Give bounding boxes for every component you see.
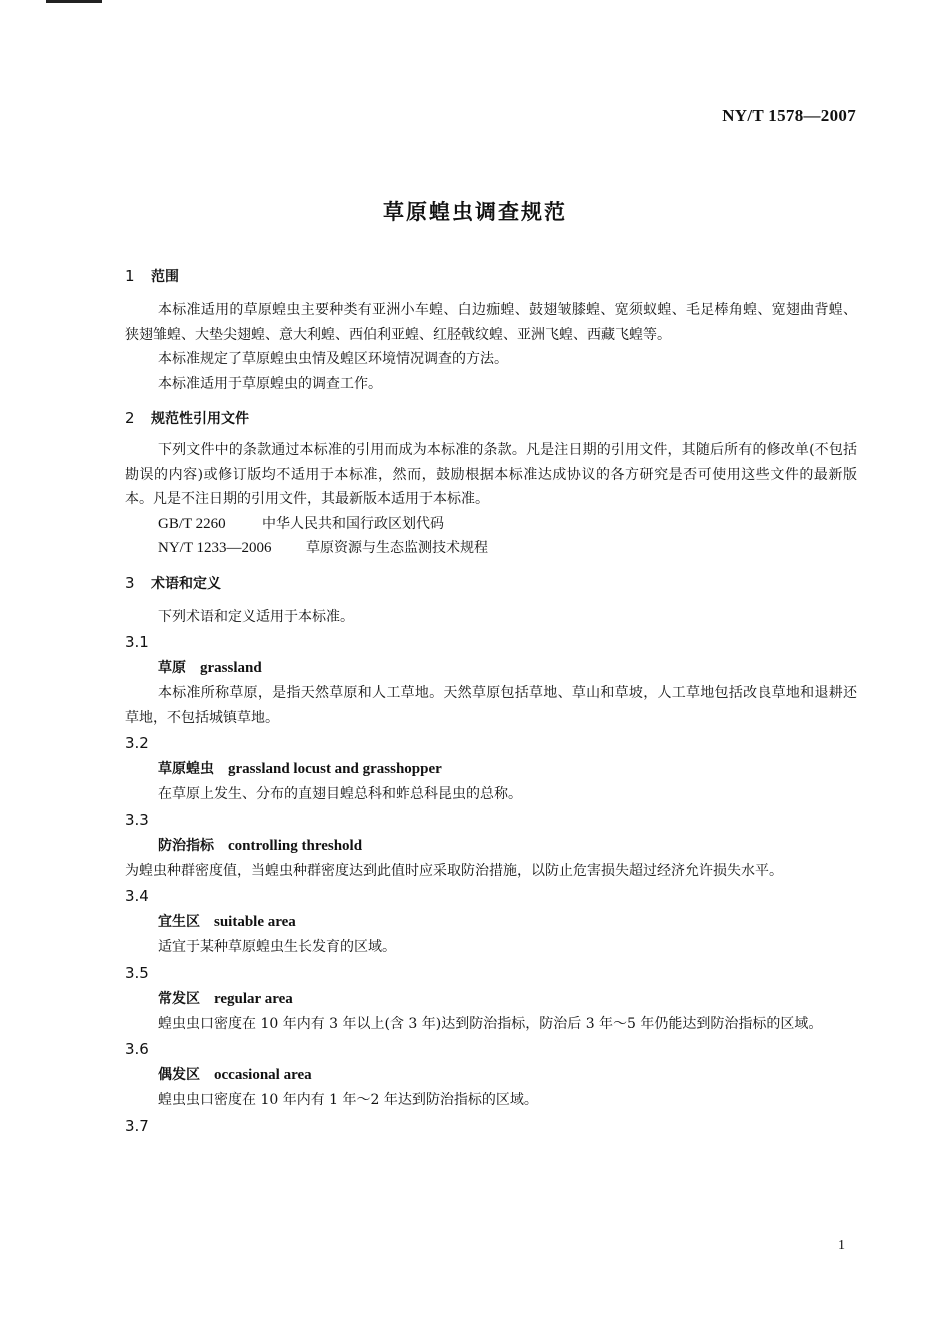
term-en: grassland locust and grasshopper <box>228 761 442 777</box>
document-title: 草原蝗虫调查规范 <box>383 200 567 224</box>
section-heading <box>125 266 857 286</box>
term-zh: 草原 <box>158 660 186 676</box>
paragraph: 本标准适用于草原蝗虫的调查工作。 <box>158 375 382 392</box>
term-en: suitable area <box>214 914 296 930</box>
clause-number: 3.1 <box>125 633 149 651</box>
clause-number: 3.7 <box>125 1116 149 1135</box>
term-zh: 草原蝗虫 <box>158 761 214 777</box>
term-heading <box>125 655 857 681</box>
section-heading <box>125 408 857 428</box>
section-terms-definitions <box>125 573 857 1139</box>
section-title: 术语和定义 <box>151 575 221 592</box>
reference-code: GB/T 2260 <box>158 515 226 532</box>
paragraph: 下列文件中的条款通过本标准的引用而成为本标准的条款。凡是注日期的引用文件，其随后所有的修改单(不包括勘误的内容)或修订版均不适用于本标准，然而，鼓励根据本标准达成协议的各方研究是否可使用这些文件的最新版本。凡是不注日期的引用文件，其最新版本适用于本标准。 <box>125 442 857 507</box>
section-title: 规范性引用文件 <box>151 411 249 427</box>
section-number: 1 <box>125 267 135 285</box>
page-number: 1 <box>838 1238 845 1253</box>
term-entry <box>125 960 857 1037</box>
term-definition: 蝗虫虫口密度在 10 年内有 1 年～2 年达到防治指标的区域。 <box>158 1092 538 1108</box>
standard-number: NY/T 1578—2007 <box>722 106 856 125</box>
term-en: grassland <box>200 660 262 676</box>
term-en: occasional area <box>214 1067 312 1083</box>
term-definition: 为蝗虫种群密度值，当蝗虫种群密度达到此值时应采取防治措施，以防止危害损失超过经济允许损失水平。 <box>125 862 783 879</box>
paragraph: 本标准规定了草原蝗虫虫情及蝗区环境情况调查的方法。 <box>158 351 508 367</box>
section-scope <box>125 266 857 396</box>
section-number: 2 <box>125 409 135 427</box>
clause-number: 3.2 <box>125 734 149 752</box>
term-heading <box>125 1062 857 1088</box>
term-definition: 在草原上发生、分布的直翅目蝗总科和蚱总科昆虫的总称。 <box>158 786 522 802</box>
paragraph: 本标准适用的草原蝗虫主要种类有亚洲小车蝗、白边痂蝗、鼓翅皱膝蝗、宽须蚁蝗、毛足棒角蝗、宽翅曲背蝗、狭翅雏蝗、大垫尖翅蝗、意大利蝗、西伯利亚蝗、红胫戟纹蝗、亚洲飞蝗、西藏飞蝗等。 <box>125 302 857 343</box>
term-entry <box>125 1036 857 1113</box>
reference-item <box>125 512 857 537</box>
term-en: regular area <box>214 990 293 1007</box>
header-rule <box>46 0 102 3</box>
term-entry <box>125 883 857 960</box>
section-normative-references <box>125 408 857 561</box>
clause-number: 3.6 <box>125 1040 149 1058</box>
term-en: controlling threshold <box>228 837 363 854</box>
clause-number: 3.5 <box>125 963 149 982</box>
term-zh: 防治指标 <box>158 837 214 854</box>
section-heading <box>125 573 857 593</box>
document-body <box>125 266 857 1139</box>
term-heading <box>125 756 857 782</box>
term-entry <box>125 629 857 730</box>
term-heading <box>125 833 857 859</box>
section-title: 范围 <box>151 269 179 285</box>
term-entry <box>125 730 857 807</box>
term-zh: 宜生区 <box>158 914 200 930</box>
term-zh: 偶发区 <box>158 1067 200 1083</box>
paragraph: 下列术语和定义适用于本标准。 <box>158 608 354 625</box>
term-definition: 本标准所称草原，是指天然草原和人工草地。天然草原包括草地、草山和草坡，人工草地包括改良草地和退耕还草地，不包括城镇草地。 <box>125 685 857 726</box>
term-definition: 蝗虫虫口密度在 10 年内有 3 年以上(含 3 年)达到防治指标，防治后 3 年～5 年仍能达到防治指标的区域。 <box>158 1015 823 1032</box>
term-heading <box>125 909 857 935</box>
reference-title: 中华人民共和国行政区划代码 <box>262 515 444 532</box>
clause-number: 3.4 <box>125 887 149 905</box>
section-number: 3 <box>125 573 135 592</box>
term-entry <box>125 807 857 884</box>
term-heading <box>125 986 857 1012</box>
term-definition: 适宜于某种草原蝗虫生长发育的区域。 <box>158 939 396 955</box>
reference-title: 草原资源与生态监测技术规程 <box>306 540 488 556</box>
reference-code: NY/T 1233—2006 <box>158 540 272 556</box>
reference-item <box>125 536 857 561</box>
clause-number: 3.3 <box>125 810 149 829</box>
term-zh: 常发区 <box>158 990 200 1007</box>
